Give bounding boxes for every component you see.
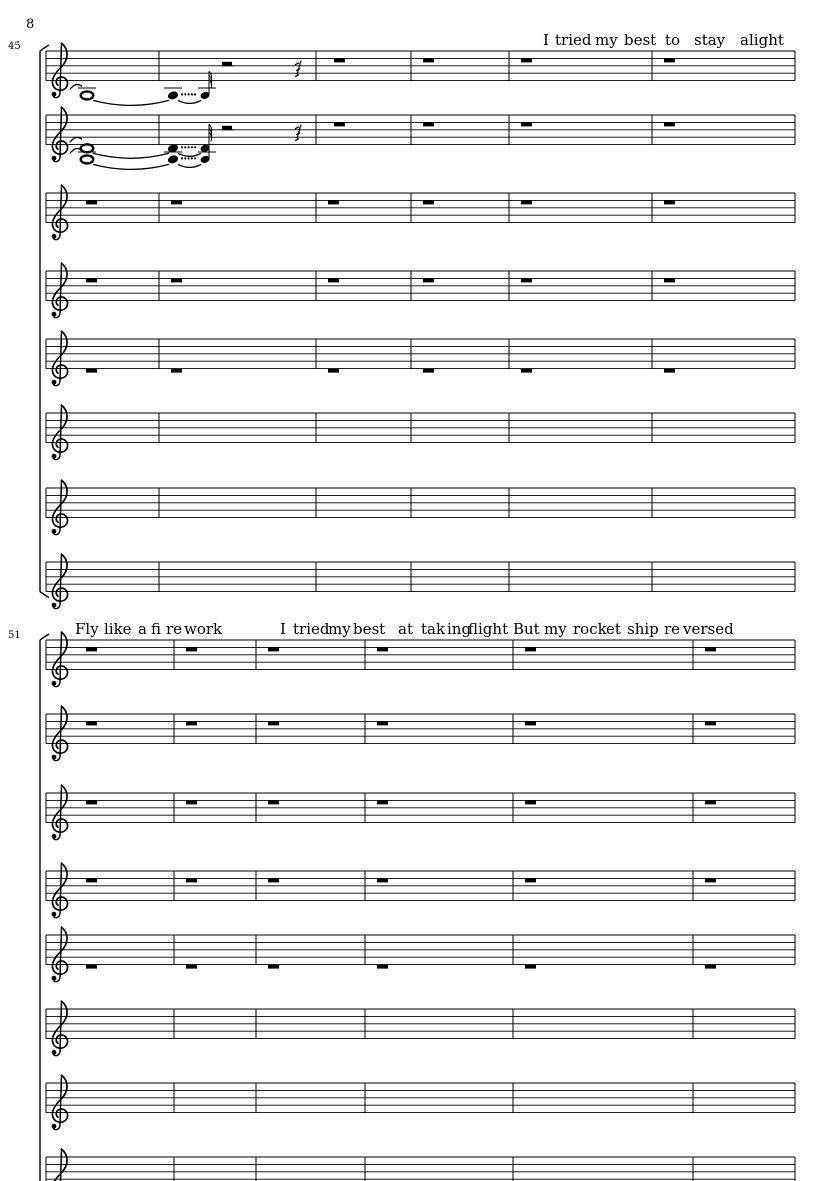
- lyric-syllable: a: [138, 620, 147, 638]
- measure-rest: [86, 800, 97, 804]
- measure-rest: [664, 58, 675, 62]
- staff: [46, 706, 795, 760]
- whole-note: [81, 144, 94, 152]
- lyric-syllable: ing: [447, 620, 472, 638]
- lyric-syllable: a: [740, 31, 749, 49]
- staff: [46, 1001, 795, 1055]
- system-2: [8, 620, 795, 1181]
- augmentation-dot: [194, 93, 196, 95]
- lyric-syllable: versed: [683, 620, 734, 638]
- tie: [70, 84, 82, 89]
- measure-rest: [86, 721, 97, 725]
- measure-rest: [268, 965, 279, 969]
- thirty-second-rest: [295, 125, 301, 141]
- measure-rest: [664, 122, 675, 126]
- measure-rest: [525, 800, 536, 804]
- staff: [46, 1075, 795, 1129]
- whole-note: [81, 155, 94, 163]
- staff: [46, 785, 795, 839]
- measure-rest: [705, 800, 716, 804]
- staff: [46, 480, 795, 534]
- measure-rest: [521, 122, 532, 126]
- bracket-hook-bottom: [40, 592, 49, 598]
- lyric-syllable: light: [749, 31, 784, 49]
- measure-rest: [268, 878, 279, 882]
- tie: [93, 100, 169, 105]
- measure-rest: [525, 647, 536, 651]
- measure-rest: [705, 721, 716, 725]
- staff: [46, 43, 795, 105]
- whole-note: [81, 91, 94, 99]
- measure-rest: [377, 878, 388, 882]
- lyric-syllable: at: [398, 620, 413, 638]
- measure-rest: [705, 878, 716, 882]
- lyric-syllable: Fly: [75, 620, 99, 638]
- measure-rest: [86, 369, 97, 373]
- measure-rest: [268, 800, 279, 804]
- augmentation-dot: [188, 93, 190, 95]
- augmentation-dot: [191, 146, 193, 148]
- lyric-syllable: stay: [694, 31, 726, 49]
- lyric-syllable: fi: [151, 620, 162, 638]
- measure-rest: [86, 200, 97, 204]
- staff: [46, 331, 795, 385]
- measure-number: 45: [8, 41, 21, 52]
- measure-rest: [334, 122, 345, 126]
- staff: [46, 405, 795, 459]
- measure-rest: [521, 278, 532, 282]
- measure-rest: [171, 200, 182, 204]
- measure-rest: [86, 878, 97, 882]
- lyric-syllable: ship: [627, 620, 659, 638]
- measure-rest: [423, 122, 434, 126]
- measure-rest: [268, 721, 279, 725]
- measure-rest: [525, 721, 536, 725]
- augmentation-dot: [194, 157, 196, 159]
- lyric-syllable: I: [280, 620, 286, 638]
- measure-rest: [328, 278, 339, 282]
- measure-rest: [705, 965, 716, 969]
- bracket-hook-top: [40, 634, 49, 640]
- augmentation-dot: [191, 157, 193, 159]
- lyric-syllable: like: [104, 620, 132, 638]
- treble-clef: [52, 1149, 68, 1181]
- measure-rest: [423, 200, 434, 204]
- lyric-syllable: flight: [468, 620, 509, 638]
- half-rest: [222, 62, 232, 66]
- augmentation-dot: [181, 146, 183, 148]
- staff: [46, 632, 795, 686]
- lyric-syllable: re: [166, 620, 183, 638]
- measure-rest: [664, 200, 675, 204]
- measure-rest: [423, 369, 434, 373]
- augmentation-dot: [191, 93, 193, 95]
- lyric-syllable: best: [624, 31, 657, 49]
- measure-rest: [377, 647, 388, 651]
- measure-rest: [705, 647, 716, 651]
- measure-rest: [377, 721, 388, 725]
- staff: [46, 1149, 795, 1181]
- measure-rest: [186, 878, 197, 882]
- measure-rest: [268, 647, 279, 651]
- augmentation-dot: [184, 157, 186, 159]
- measure-rest: [423, 58, 434, 62]
- measure-rest: [664, 369, 675, 373]
- staff: [46, 554, 795, 608]
- thirty-second-rest: [295, 61, 301, 77]
- lyric-syllable: But: [513, 620, 540, 638]
- lyric-syllable: re: [664, 620, 681, 638]
- measure-rest: [186, 965, 197, 969]
- measure-rest: [86, 278, 97, 282]
- bracket-hook-top: [40, 45, 49, 51]
- lyric-syllable: my: [544, 620, 567, 638]
- lyric-syllable: best: [353, 620, 386, 638]
- page-number: 8: [26, 17, 35, 32]
- measure-number: 51: [8, 630, 21, 641]
- measure-rest: [521, 58, 532, 62]
- lyric-syllable: to: [665, 31, 681, 49]
- lyric-syllable: tried: [555, 31, 592, 49]
- augmentation-dot: [184, 146, 186, 148]
- lyric-syllable: rock: [573, 620, 607, 638]
- lyric-syllable: my: [595, 31, 618, 49]
- augmentation-dot: [181, 93, 183, 95]
- measure-rest: [186, 647, 197, 651]
- measure-rest: [334, 58, 345, 62]
- augmentation-dot: [184, 93, 186, 95]
- augmentation-dot: [181, 157, 183, 159]
- half-rest: [222, 126, 232, 130]
- lyric-syllable: my: [328, 620, 351, 638]
- measure-rest: [328, 369, 339, 373]
- tie: [178, 153, 201, 156]
- note-head: [167, 154, 179, 165]
- augmentation-dot: [188, 146, 190, 148]
- staff: [46, 263, 795, 317]
- augmentation-dot: [188, 157, 190, 159]
- tie: [93, 153, 169, 158]
- staff: [46, 927, 795, 981]
- augmentation-dot: [194, 146, 196, 148]
- system-1: [8, 31, 795, 609]
- staff: [46, 107, 795, 169]
- measure-rest: [377, 800, 388, 804]
- measure-rest: [525, 965, 536, 969]
- note-head: [167, 90, 179, 101]
- measure-rest: [521, 369, 532, 373]
- measure-rest: [664, 278, 675, 282]
- measure-rest: [521, 200, 532, 204]
- measure-rest: [525, 878, 536, 882]
- staff: [46, 185, 795, 239]
- tie: [93, 164, 169, 169]
- tie: [178, 164, 201, 167]
- measure-rest: [328, 200, 339, 204]
- measure-rest: [171, 369, 182, 373]
- tie: [70, 137, 82, 142]
- measure-rest: [423, 278, 434, 282]
- lyric-syllable: et: [606, 620, 621, 638]
- tie: [178, 100, 201, 103]
- lyric-syllable: I: [543, 31, 549, 49]
- lyric-syllable: tried: [293, 620, 330, 638]
- staff: [46, 863, 795, 917]
- measure-rest: [86, 965, 97, 969]
- lyric-syllable: work: [184, 620, 223, 638]
- lyric-syllable: tak: [421, 620, 446, 638]
- measure-rest: [86, 647, 97, 651]
- measure-rest: [186, 800, 197, 804]
- measure-rest: [377, 965, 388, 969]
- measure-rest: [171, 278, 182, 282]
- measure-rest: [186, 721, 197, 725]
